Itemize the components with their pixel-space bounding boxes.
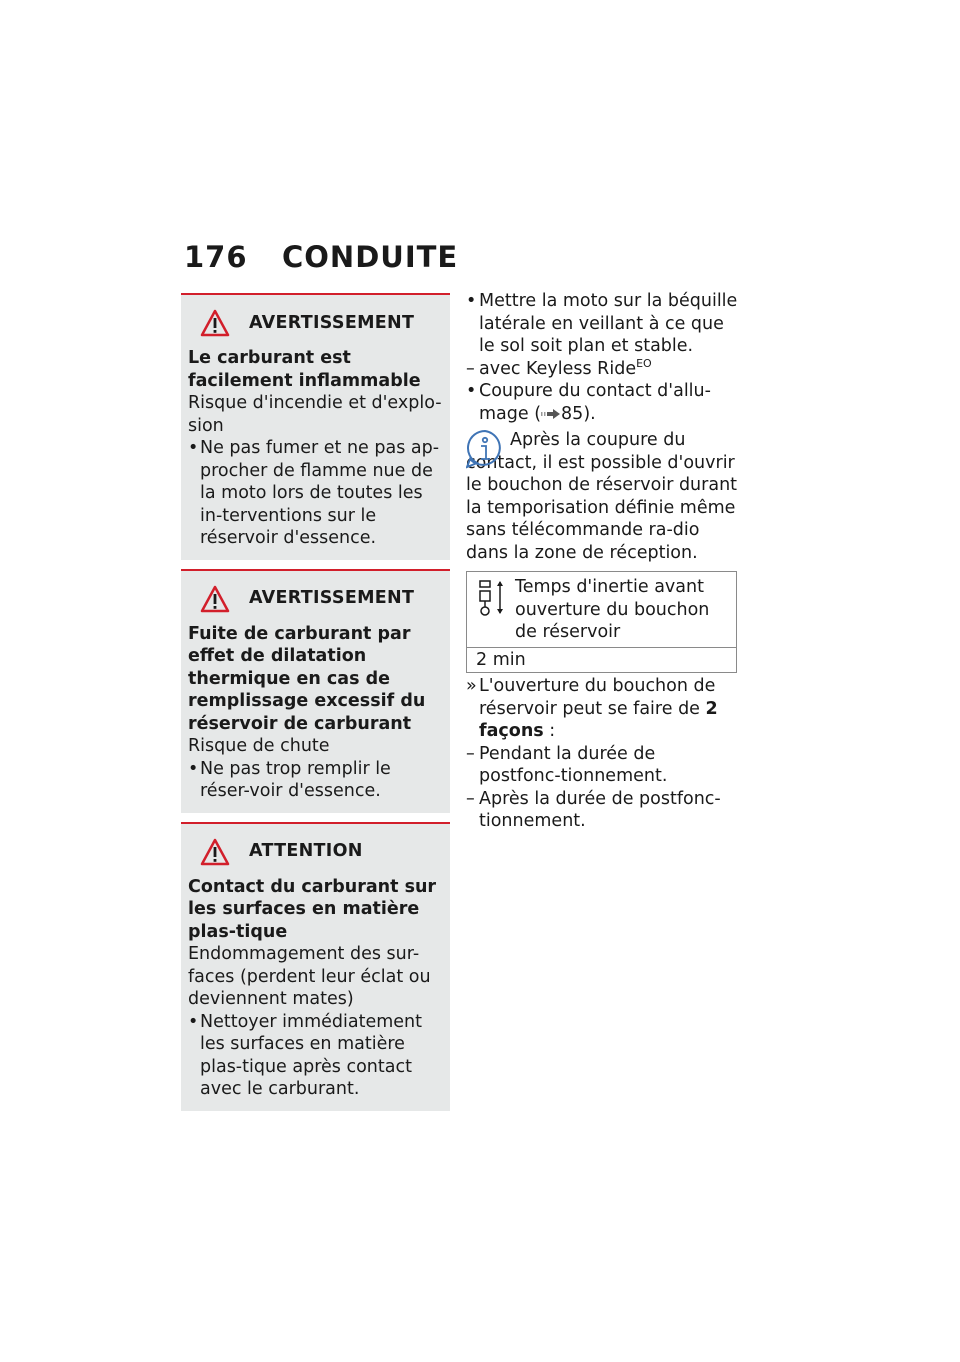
bullet-text: Nettoyer immédiatement les surfaces en matière plas-tique après contact avec le carburant.	[200, 1011, 422, 1099]
spec-label: Temps d'inertie avant ouverture du bouchon de réservoir	[515, 577, 710, 642]
warning-triangle-icon	[200, 838, 230, 866]
dash-marker: –	[466, 358, 475, 379]
callout-subtitle: Le carburant est facilement inflammable	[188, 348, 421, 391]
callout-subtitle: Fuite de carburant par effet de dilatation thermique en cas de remplissage excessif du réservoir de carburant	[188, 623, 426, 734]
option-text: Après la durée de postfonc-tionnement.	[479, 788, 721, 831]
result-emphasis: 2 façons	[479, 698, 718, 741]
result-text: L'ouverture du bouchon de réservoir peut se faire de	[479, 676, 716, 719]
bullet-text: Ne pas trop remplir le réser-voir d'essence.	[200, 758, 391, 801]
step-text: Coupure du contact d'allu-mage (	[479, 381, 711, 424]
step-item	[466, 380, 738, 425]
bullet-item	[188, 437, 443, 550]
callout-text: Risque d'incendie et d'explo-sion	[188, 393, 442, 436]
callout-text: Risque de chute	[188, 736, 330, 756]
result-item	[466, 675, 738, 743]
option-text: Pendant la durée de postfonc-tionnement.	[479, 743, 668, 786]
option-item	[466, 788, 738, 833]
warning-triangle-icon	[200, 309, 230, 337]
spec-header	[467, 572, 736, 647]
attention-callout	[181, 822, 450, 1111]
bullet-text: Ne pas fumer et ne pas ap-procher de flamme nue de la moto lors de toutes les in-terventions sur le réservoir d'essence.	[200, 438, 440, 548]
warning-callout	[181, 293, 450, 560]
bullet-marker: •	[188, 758, 199, 779]
warnings-column	[181, 293, 450, 1120]
page-number: 176	[184, 240, 248, 274]
callout-header	[200, 585, 443, 613]
dash-marker: –	[466, 743, 475, 764]
callout-title: ATTENTION	[249, 841, 363, 862]
info-note	[466, 429, 738, 564]
section-title: CONDUITE	[282, 240, 459, 274]
bullet-item	[188, 758, 443, 803]
condition-item	[466, 358, 738, 381]
page-reference: 85).	[561, 403, 596, 424]
bullet-marker: •	[188, 1011, 199, 1032]
spec-value: 2 min	[467, 647, 736, 673]
info-text: Après la coupure du contact, il est possible d'ouvrir le bouchon de réservoir durant la temporisation définie même sans télécommande ra-dio dans la zone de réception.	[466, 430, 738, 563]
callout-title: AVERTISSEMENT	[249, 312, 415, 333]
bullet-marker: •	[188, 438, 199, 458]
result-end: :	[549, 721, 556, 741]
callout-subtitle: Contact du carburant sur les surfaces en matière plas-tique	[188, 876, 437, 942]
step-item	[466, 290, 738, 358]
callout-title: AVERTISSEMENT	[249, 588, 415, 609]
step-marker: •	[466, 291, 477, 311]
warning-triangle-icon	[200, 585, 230, 613]
info-icon	[466, 429, 504, 469]
step-marker: •	[466, 381, 477, 401]
bullet-item	[188, 1011, 443, 1101]
page-header	[184, 240, 458, 274]
equipment-code: EO	[636, 356, 652, 370]
result-marker: »	[466, 676, 477, 696]
page-reference-arrow-icon	[541, 408, 561, 420]
warning-callout	[181, 569, 450, 813]
callout-header	[200, 309, 443, 337]
timer-gauge-icon	[476, 579, 506, 617]
step-text: Mettre la moto sur la béquille latérale en veillant à ce que le sol soit plan et stable.	[479, 291, 738, 356]
option-item	[466, 743, 738, 788]
callout-text: Endommagement des sur-faces (perdent leur éclat ou deviennent mates)	[188, 944, 431, 1009]
instructions-column	[466, 290, 738, 833]
callout-header	[200, 838, 443, 866]
specification-table	[466, 571, 737, 673]
condition-text: avec Keyless Ride	[479, 358, 637, 379]
dash-marker: –	[466, 788, 475, 809]
